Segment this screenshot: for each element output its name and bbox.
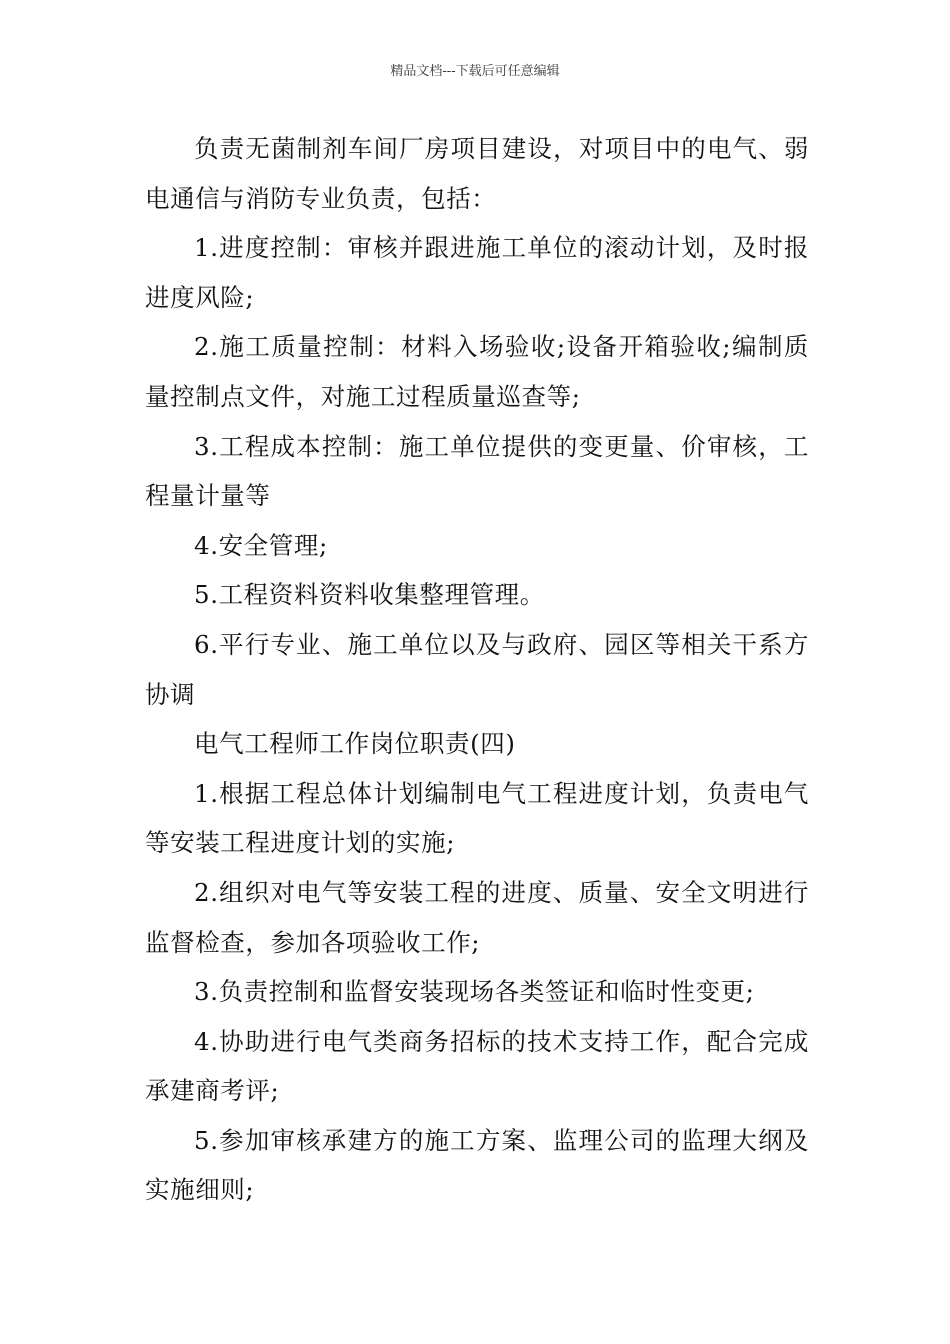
paragraph-duty-1: 1.根据工程总体计划编制电气工程进度计划，负责电气等安装工程进度计划的实施; xyxy=(145,778,809,858)
page-header: 精品文档---下载后可任意编辑 xyxy=(390,64,560,79)
paragraph-intro: 负责无菌制剂车间厂房项目建设，对项目中的电气、弱电通信与消防专业负责，包括： xyxy=(145,134,809,213)
paragraph-duty-3: 3.负责控制和监督安装现场各类签证和临时性变更; xyxy=(194,977,755,1007)
paragraph-item-5: 5.工程资料资料收集整理管理。 xyxy=(194,580,545,610)
section-heading: 电气工程师工作岗位职责(四) xyxy=(194,729,516,759)
paragraph-duty-4: 4.协助进行电气类商务招标的技术支持工作，配合完成承建商考评; xyxy=(145,1026,809,1106)
paragraph-duty-2: 2.组织对电气等安装工程的进度、质量、安全文明进行监督检查，参加各项验收工作; xyxy=(145,877,809,957)
paragraph-item-2: 2.施工质量控制：材料入场验收;设备开箱验收;编制质量控制点文件，对施工过程质量巡查等; xyxy=(145,332,809,411)
paragraph-item-6: 6.平行专业、施工单位以及与政府、园区等相关干系方协调 xyxy=(145,629,809,709)
paragraph-item-4: 4.安全管理; xyxy=(194,530,328,560)
paragraph-item-1: 1.进度控制：审核并跟进施工单位的滚动计划，及时报进度风险; xyxy=(145,233,809,312)
document-body xyxy=(145,124,809,1215)
paragraph-item-3: 3.工程成本控制：施工单位提供的变更量、价审核，工程量计量等 xyxy=(145,431,809,511)
paragraph-duty-5: 5.参加审核承建方的施工方案、监理公司的监理大纲及实施细则; xyxy=(145,1125,809,1205)
